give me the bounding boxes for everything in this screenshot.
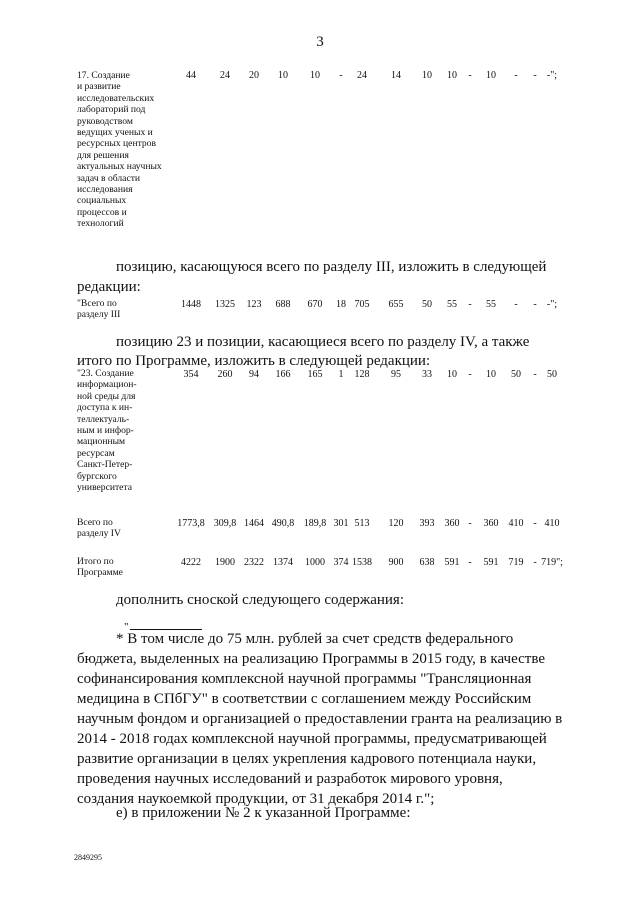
row_section4-cell-4: 490,8 [271, 518, 295, 529]
footnote-line-8: проведения научных исследований и разработок мирового уровня, [77, 771, 503, 787]
footnote-line-5: научным фондом и организацией о предоставлении гранта на реализацию в [77, 711, 563, 727]
paragraph-section3-intro-cont: редакции: [77, 279, 141, 295]
row17-cell-11: - [468, 70, 472, 81]
row_section4-cell-13: 410 [508, 518, 524, 529]
paragraph-footnote-intro: дополнить сноской следующего содержания: [116, 592, 405, 608]
row23-cell-11: - [468, 369, 472, 380]
row_section4-cell-10: 360 [444, 518, 460, 529]
row_section3-cell-2: 1325 [215, 299, 235, 310]
paragraph-section3-intro: позицию, касающуюся всего по разделу III, изложить в следующей [116, 259, 547, 275]
row_section3-cell-10: 55 [447, 299, 457, 310]
row17-cell-4: 10 [278, 70, 288, 81]
row_section4-cell-14: - [533, 518, 537, 529]
row_total-cell-10: 591 [444, 557, 460, 568]
row_section3-cell-8: 655 [388, 299, 404, 310]
row_section3-cell-3: 123 [246, 299, 262, 310]
row_section4-cell-5: 189,8 [303, 518, 327, 529]
row17-cell-13: - [514, 70, 518, 81]
row_section4-cell-15: 410 [544, 518, 560, 529]
row_section4-cell-1: 1773,8 [177, 518, 205, 529]
row17-cell-10: 10 [447, 70, 457, 81]
row_total-cell-5: 1000 [305, 557, 325, 568]
row17-cell-14: - [533, 70, 537, 81]
row_total-cell-1: 4222 [181, 557, 201, 568]
row_section3-cell-7: 705 [354, 299, 370, 310]
footnote-line-1: * В том числе до 75 млн. рублей за счет средств федерального [116, 631, 514, 647]
row_section3-cell-13: - [514, 299, 518, 310]
row23-label: "23. Создание информацион- ной среды для доступа к ин- теллектуаль- ным и инфор- мационным ресурсам Санкт-Петер- бургского университета [77, 368, 137, 494]
row_section3-cell-12: 55 [486, 299, 496, 310]
row17-cell-1: 44 [186, 70, 196, 81]
row17-cell-15: -"; [546, 70, 558, 81]
row23-cell-6: 1 [338, 369, 344, 380]
row_section3-cell-4: 688 [275, 299, 291, 310]
row17-cell-2: 24 [220, 70, 230, 81]
row_total-cell-14: - [533, 557, 537, 568]
footnote-line-6: 2014 - 2018 годах комплексной научной программы, предусматривающей [77, 731, 547, 747]
row23-cell-15: 50 [547, 369, 557, 380]
row_section3-cell-1: 1448 [181, 299, 201, 310]
row17-label: 17. Создание и развитие исследовательских лабораторий под руководством ведущих ученых и ресурсных центров для решения актуальных научных задач в области исследования социальных процессов и технологий [77, 70, 162, 230]
row_section4-cell-9: 393 [419, 518, 435, 529]
row_section3-cell-14: - [533, 299, 537, 310]
row23-cell-5: 165 [307, 369, 323, 380]
row23-cell-13: 50 [511, 369, 521, 380]
row_total-cell-9: 638 [419, 557, 435, 568]
paragraph-appendix2: е) в приложении № 2 к указанной Программе: [116, 805, 411, 821]
row_section4-cell-8: 120 [388, 518, 404, 529]
row_section3-cell-5: 670 [307, 299, 323, 310]
footnote-line-7: развитие организации в целях укрепления кадрового потенциала науки, [77, 751, 537, 767]
footnote-line-4: медицина в СПбГУ" в соответствии с соглашением между Российским [77, 691, 532, 707]
row_total-cell-12: 591 [483, 557, 499, 568]
footnote-quote-mark: " [124, 621, 129, 633]
row23-cell-2: 260 [217, 369, 233, 380]
row_total-cell-4: 1374 [273, 557, 293, 568]
section3-total-label: "Всего по разделу III [77, 298, 121, 321]
row23-cell-9: 33 [422, 369, 432, 380]
program-total-label: Итого по Программе [77, 556, 123, 579]
row_total-cell-3: 2322 [244, 557, 264, 568]
row_total-cell-8: 900 [388, 557, 404, 568]
row17-cell-5: 10 [310, 70, 320, 81]
row17-cell-7: 24 [357, 70, 367, 81]
document-code: 2849295 [74, 853, 102, 862]
row17-cell-9: 10 [422, 70, 432, 81]
section4-total-label: Всего по разделу IV [77, 517, 121, 540]
row_section3-cell-9: 50 [422, 299, 432, 310]
row23-cell-8: 95 [391, 369, 401, 380]
footnote-line-3: софинансирования комплексной научной программы "Трансляционная [77, 671, 532, 687]
row_section4-cell-7: 513 [354, 518, 370, 529]
row_section4-cell-2: 309,8 [213, 518, 237, 529]
row23-cell-10: 10 [447, 369, 457, 380]
row_section3-cell-6: 18 [336, 299, 346, 310]
row_section4-cell-11: - [468, 518, 472, 529]
row23-cell-1: 354 [183, 369, 199, 380]
row_section3-cell-15: -"; [546, 299, 558, 310]
row23-cell-3: 94 [249, 369, 259, 380]
row_total-cell-2: 1900 [215, 557, 235, 568]
row_section3-cell-11: - [468, 299, 472, 310]
row17-cell-8: 14 [391, 70, 401, 81]
row_section4-cell-6: 301 [333, 518, 349, 529]
row_section4-cell-12: 360 [483, 518, 499, 529]
row17-cell-12: 10 [486, 70, 496, 81]
row_total-cell-6: 374 [333, 557, 349, 568]
footnote-line-2: бюджета, выделенных на реализацию Программы в 2015 году, в качестве [77, 651, 545, 667]
footnote-line-9: создания наукоемкой продукции, от 31 декабря 2014 г."; [77, 791, 435, 807]
row_section4-cell-3: 1464 [244, 518, 264, 529]
page-number: 3 [316, 34, 324, 50]
row23-cell-12: 10 [486, 369, 496, 380]
row_total-cell-7: 1538 [352, 557, 372, 568]
paragraph-section4-intro: позицию 23 и позиции, касающиеся всего по разделу IV, а также [116, 334, 530, 350]
row17-cell-6: - [339, 70, 343, 81]
row_total-cell-11: - [468, 557, 472, 568]
row23-cell-4: 166 [275, 369, 291, 380]
paragraph-section4-intro-cont: итого по Программе, изложить в следующей редакции: [77, 353, 431, 369]
footnote-rule [130, 621, 202, 630]
row_total-cell-15: 719"; [541, 557, 563, 568]
row_total-cell-13: 719 [508, 557, 524, 568]
row23-cell-14: - [533, 369, 537, 380]
row17-cell-3: 20 [249, 70, 259, 81]
row23-cell-7: 128 [354, 369, 370, 380]
